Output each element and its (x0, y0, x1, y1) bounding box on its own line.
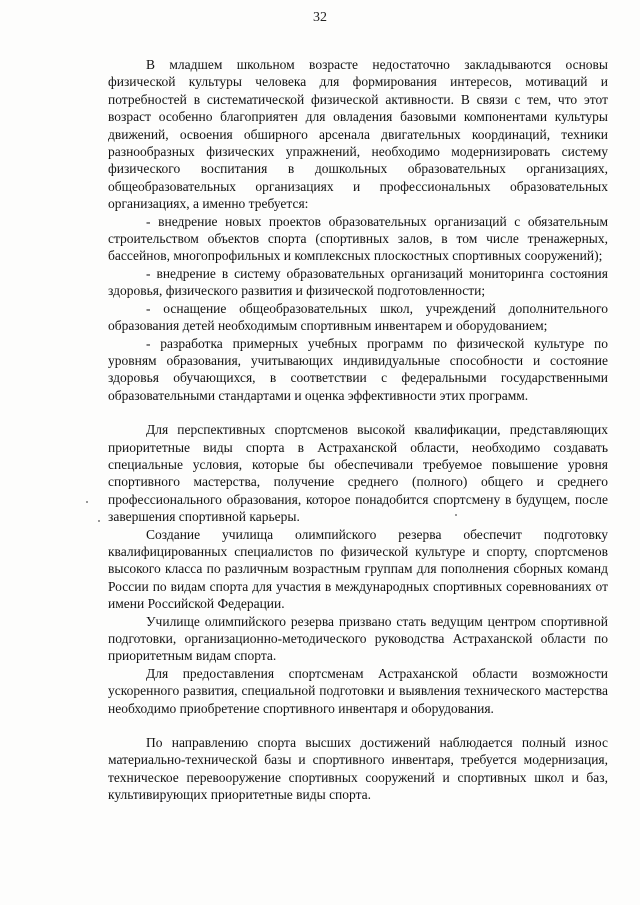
paragraph-olympic-school: Создание училища олимпийского резерва обеспечит подготовку квалифицированных специалистов по физической культуре и спорту, спортсменов высокого класса по различным возрастным группам для пополнения сборных команд России по видам спорта для участия в международных спортивных соревнованиях от имени Российской Федерации. (108, 526, 608, 612)
paragraph-high-performance: По направлению спорта высших достижений наблюдается полный износ материально-технической базы и спортивного инвентаря, требуется модернизация, техническое перевооружение спортивных сооружений и спортивных школ и баз, культивирующих приоритетные виды спорта. (108, 735, 608, 803)
list-item-sports-facilities: - внедрение новых проектов образовательных организаций с обязательным строительством объектов спорта (спортивных залов, в том числе тренажерных, бассейнов, многопрофильных и комплексных плоскостных спортивных сооружений); (108, 213, 608, 264)
list-item-health-monitoring: - внедрение в систему образовательных организаций мониторинга состояния здоровья, физического развития и физической подготовленности; (108, 265, 608, 299)
scan-speck (455, 514, 457, 516)
page-number: 32 (313, 10, 327, 25)
body-text (108, 56, 608, 804)
paragraph-intro: В младшем школьном возрасте недостаточно закладываются основы физической культуры человека для формирования интересов, мотиваций и потребностей в систематической физической активности. В связи с тем, что этот возраст особенно благоприятен для овладения базовыми компонентами культуры движений, освоения обширного арсенала двигательных координаций, техники разнообразных физических упражнений, необходимо модернизировать систему физического воспитания в дошкольных образовательных организациях, общеобразовательных организациях и профессиональных образовательных организациях, а именно требуется: (108, 57, 608, 212)
paragraph-athletes: Для перспективных спортсменов высокой квалификации, представляющих приоритетные виды спорта в Астраханской области, необходимо создавать специальные условия, которые бы обеспечивали требуемое повышение уровня спортивного мастерства, получение среднего (полного) общего и среднего профессионального образования, которое понадобится спортсмену в будущем, после завершения спортивной карьеры. (108, 422, 608, 525)
scan-speck (98, 520, 100, 522)
list-item-equipment: - оснащение общеобразовательных школ, учреждений дополнительного образования детей необходимым спортивным инвентарем и оборудованием; (108, 300, 608, 334)
paragraph-equipment-purchase: Для предоставления спортсменам Астраханской области возможности ускоренного развития, специальной подготовки и выявления технического мастерства необходимо приобретение спортивного инвентаря и оборудования. (108, 665, 608, 716)
list-item-curricula: - разработка примерных учебных программ по физической культуре по уровням образования, учитывающих индивидуальные способности и состояние здоровья обучающихся, в соответствии с федеральными государственными образовательными стандартами и оценка эффективности этих программ. (108, 335, 608, 403)
paragraph-school-role: Училище олимпийского резерва призвано стать ведущим центром спортивной подготовки, организационно-методического руководства Астраханской области по приоритетным видам спорта. (108, 613, 608, 664)
scan-speck (86, 501, 88, 503)
